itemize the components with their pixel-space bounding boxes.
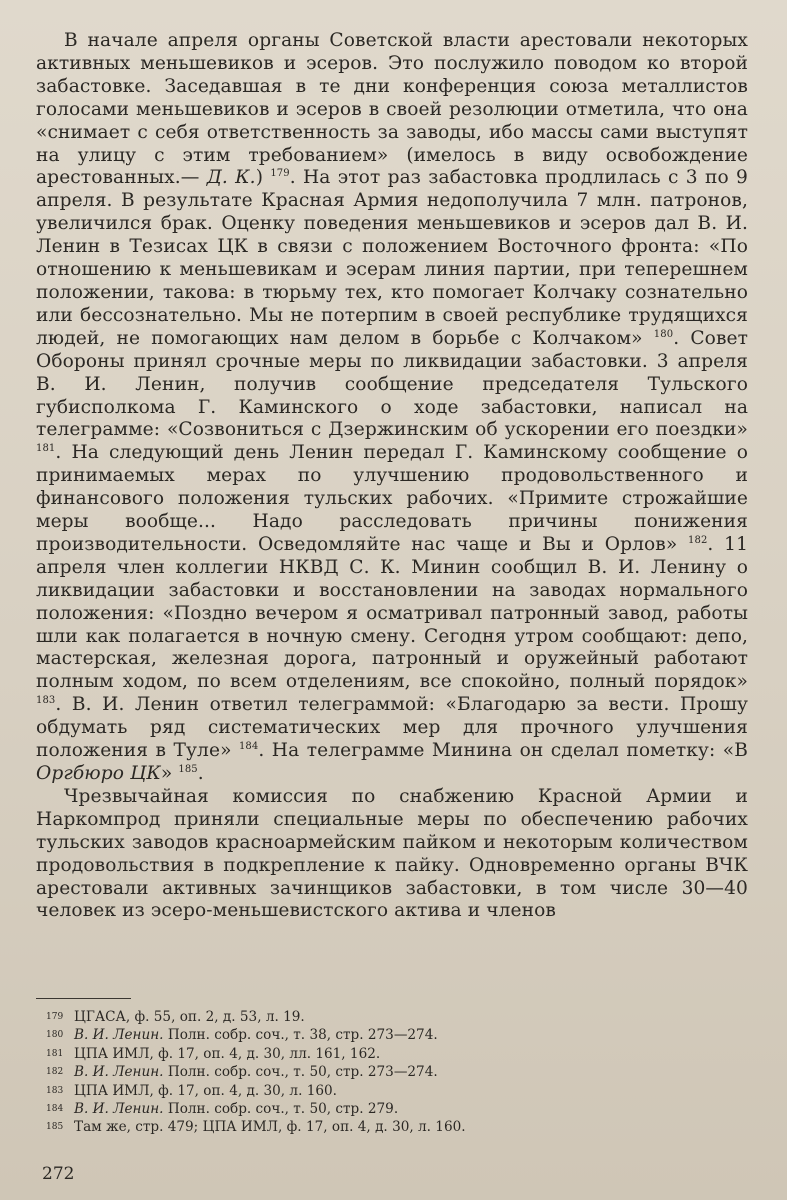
text-run: . Совет Обороны принял срочные меры по ликвидации забастовки. 3 апреля В. И. Ленин, получив сообщение председателя Тульского губисполкома Г. Каминского о ходе забастовки, написал на телеграмме: «Созвониться с Дзержинским об ускорении его поездки» [36, 327, 749, 441]
footnote-ref: 184 [238, 740, 259, 752]
text-run: . На телеграмме Минина он сделал пометку: «В [258, 740, 748, 762]
text-run: . На этот раз забастовка продлилась с 3 по 9 апреля. В результате Красная Армия недополучила 7 млн. патронов, увеличился брак. Оценку поведения меньшевиков и эсеров дал В. И. Ленин в Тезисах ЦК в связи с положением Восточного фронта: «По отношению к меньшевикам и эсерам линия партии, при теперешнем положении, такова: в тюрьму тех, кто помогает Колчаку сознательно или бессознательно. Мы не потерпим в своей республике трудящихся людей, не помогающих нам делом в борьбе с Колчаком» [36, 167, 748, 349]
footnote-185 [46, 1118, 706, 1136]
footnote-number: 182 [46, 1067, 64, 1078]
footnote-182 [46, 1063, 706, 1081]
text-run: Полн. собр. соч., т. 50, стр. 273—274. [163, 1064, 438, 1081]
footnote-number: 179 [46, 1012, 64, 1022]
italic-text: В. И. Ленин. [74, 1064, 164, 1081]
footnote-separator [36, 998, 131, 999]
text-run: . [197, 763, 204, 784]
text-run: Там же, стр. 479; ЦПА ИМЛ, ф. 17, оп. 4, д. 30, л. 160. [74, 1119, 466, 1136]
text-run: Полн. собр. соч., т. 50, стр. 279. [163, 1101, 399, 1118]
footnote-text [74, 1118, 466, 1136]
text-run: Полн. собр. соч., т. 38, стр. 273—274. [163, 1027, 438, 1044]
text-run: Чрезвычайная комиссия по снабжению Красной Армии и Наркомпрод приняли специальные меры по обеспечению рабочих тульских заводов красноармейским пайком и некоторым количеством продовольствия в подкрепление к пайку. Одновременно органы ВЧК арестовали активных зачинщиков забастовки, в том числе 30—40 человек из эсеро-меньшевистского актива и членов [36, 785, 748, 922]
footnotes [46, 1008, 706, 1137]
footnote-ref: 182 [688, 534, 708, 546]
footnote-number: 181 [46, 1048, 64, 1059]
footnote-text [74, 1082, 337, 1100]
footnote-181 [46, 1045, 706, 1063]
footnote-180 [46, 1026, 706, 1044]
text-run: ЦГАСА, ф. 55, оп. 2, д. 53, л. 19. [74, 1009, 305, 1025]
text-run: ЦПА ИМЛ, ф. 17, оп. 4, д. 30, лл. 161, 162. [74, 1045, 381, 1062]
text-run: В начале апреля органы Советской власти арестовали некоторых активных меньшевиков и эсеров. Это послужило поводом ко второй забастовке. Заседавшая в те дни конференция союза металлистов голосами меньшевиков и эсеров в своей резолюции отметила, что она «снимает с себя ответственность за заводы, ибо массы сами выступят на улицу с этим требованием» (имелось в виду освобождение арестованных.— [36, 30, 748, 189]
footnote-text [74, 1026, 438, 1044]
footnote-number: 184 [46, 1104, 64, 1115]
main-text [36, 30, 748, 923]
text-run: . В. И. Ленин ответил телеграммой: «Благодарю за вести. Прошу обдумать ряд систематических мер для прочного улучшения положения в Туле» [36, 694, 748, 762]
text-run: ) [255, 167, 271, 189]
footnote-text [74, 1045, 380, 1063]
footnote-ref: 179 [270, 168, 290, 180]
footnote-number: 183 [46, 1085, 64, 1096]
footnote-text [74, 1008, 305, 1026]
footnote-ref: 180 [653, 328, 674, 340]
footnote-ref: 183 [36, 695, 56, 707]
italic-text: Оргбюро ЦК [36, 763, 161, 784]
footnote-text [74, 1100, 398, 1118]
italic-text: В. И. Ленин. [74, 1027, 164, 1044]
footnote-ref: 181 [36, 443, 56, 455]
footnote-184 [46, 1100, 706, 1118]
footnote-number: 185 [46, 1122, 64, 1133]
footnote-183 [46, 1082, 706, 1100]
footnote-ref: 185 [178, 763, 198, 775]
text-run: ЦПА ИМЛ, ф. 17, оп. 4, д. 30, л. 160. [74, 1082, 337, 1099]
footnote-number: 180 [46, 1030, 64, 1041]
text-run: » [160, 763, 179, 784]
italic-text: В. И. Ленин. [74, 1101, 164, 1118]
footnote-179 [46, 1008, 706, 1026]
text-run: . 11 апреля член коллегии НКВД С. К. Минин сообщил В. И. Ленину о ликвидации забастовки и восстановлении на заводах нормального положения: «Поздно вечером я осматривал патронный завод, работы шли как полагается в ночную смену. Сегодня утром сообщают: депо, мастерская, железная дорога, патронный и оружейный работают полным ходом, по всем отделениям, все спокойно, полный порядок» [36, 533, 748, 693]
italic-text: Д. К. [206, 167, 256, 189]
page-number: 272 [42, 1164, 75, 1184]
footnote-text [74, 1063, 438, 1081]
text-run: . На следующий день Ленин передал Г. Каминскому сообщение о принимаемых мерах по улучшению продовольственного и финансового положения тульских рабочих. «Примите строжайшие меры вообще... Надо расследовать причины понижения производительности. Осведомляйте нас чаще и Вы и Орлов» [36, 442, 748, 555]
paragraph-2 [36, 786, 748, 923]
paragraph-1 [36, 30, 748, 786]
